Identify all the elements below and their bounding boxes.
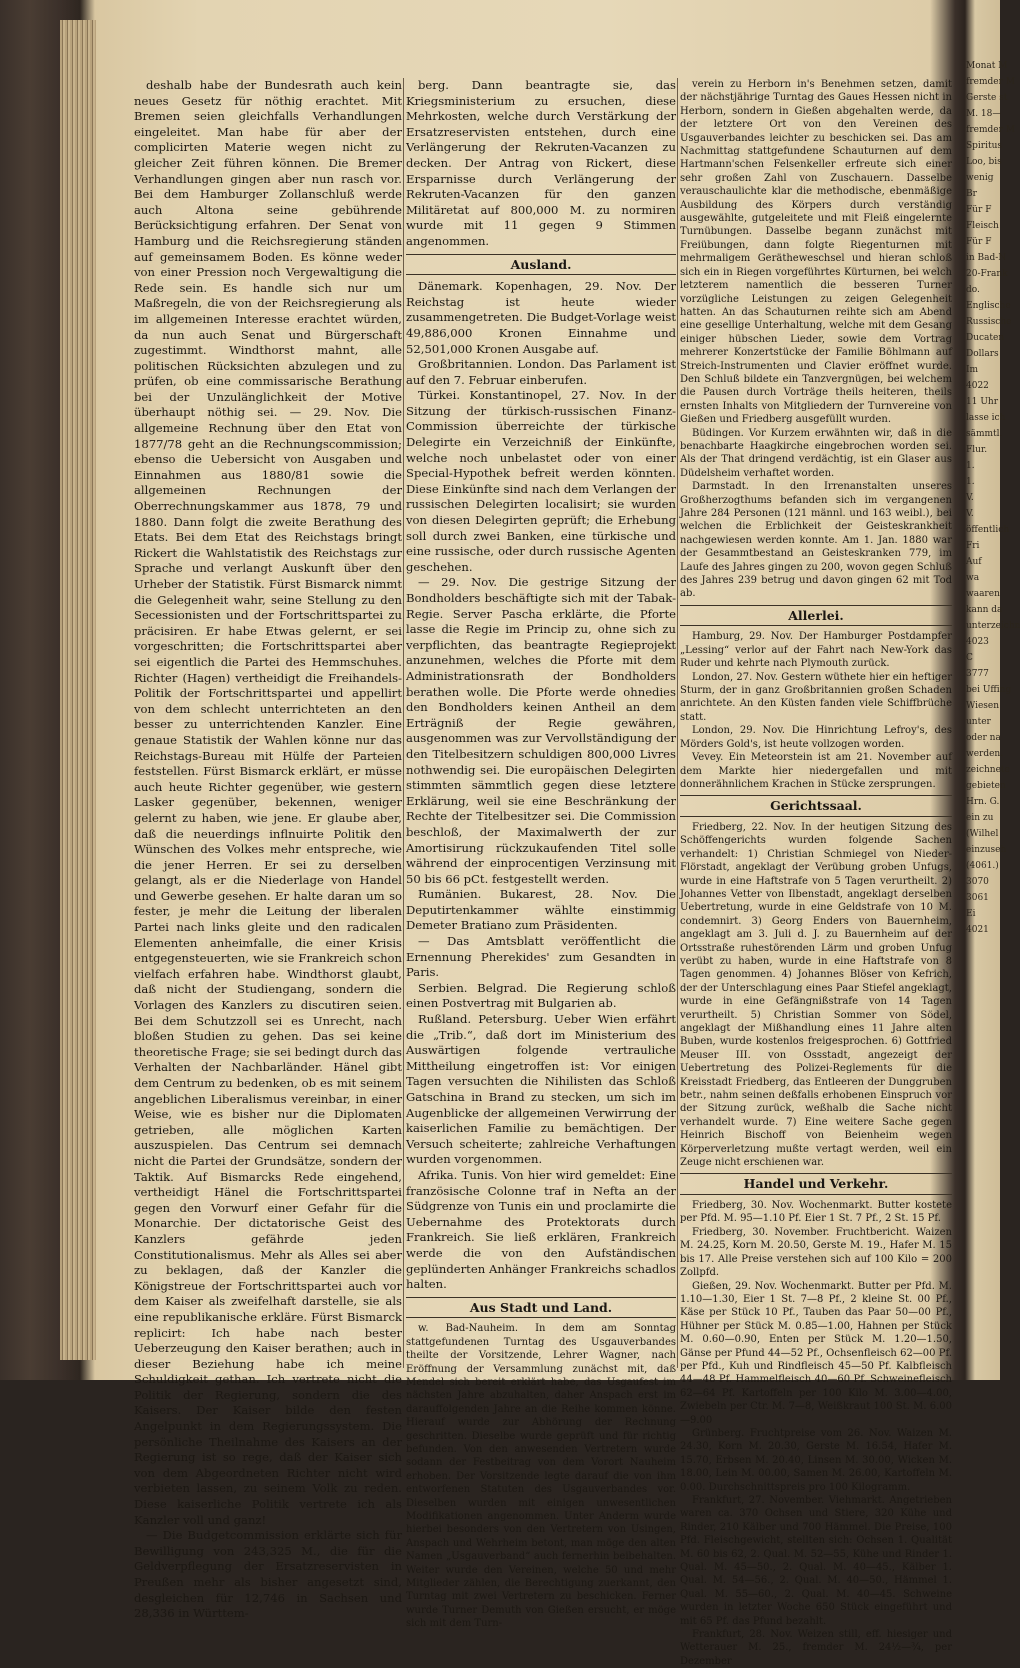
- adjacent-page-text: Fri: [966, 541, 980, 551]
- article-paragraph: berg. Dann beantragte sie, das Kriegsministerium zu ersuchen, diese Mehrkosten, welche durch Verstärkung der Ersatzreservisten entstehen, durch eine Verlängerung der Rekruten-Vacanzen zu decken. Der Antrag von Rickert, diese Ersparnisse durch Verlängerung der Rekruten-Vacanzen für den ganzen Militäretat auf 800,000 M. zu normiren wurde mit 11 gegen 9 Stimmen angenommen.: [406, 78, 676, 248]
- adjacent-page-text: waaren: [966, 589, 1000, 599]
- article-paragraph: Friedberg, 22. Nov. In der heutigen Sitzung des Schöffengerichts wurden folgende Sachen verhandelt: 1) Christian Schmiegel von Nieder-Flörstadt, angeklagt der Verübung groben Unfugs, wurde in eine Haftstrafe von 5 Tagen verurtheilt. 2) Johannes Vetter von Ilbenstadt, angeklagt derselben Uebertretung, wurde in eine Geldstrafe von 10 M. condemnirt. 3) Georg Enders von Bauernheim, angeklagt am 3. Juli d. J. zu Bauernheim auf der Ortsstraße ruhestörenden Lärm und groben Unfug verübt zu haben, wurde in eine Haftstrafe von 8 Tagen genommen. 4) Johannes Blöser von Kefrich, der der Unterschlagung eines Paar Stiefel angeklagt, wurde in eine Gefängnißstrafe von 14 Tagen verurtheilt. 5) Christian Sommer von Södel, angeklagt der Mißhandlung eines 11 Jahre alten Buben, wurde kostenlos freigesprochen. 6) Gottfried Meuser III. von Ossstadt, angezeigt der Uebertretung des Polizei-Reglements für die Kreisstadt Friedberg, das Entleeren der Dunggruben betr., nahm seinen deßfalls erhobenen Einspruch vor der Sitzung zurück, weßhalb die Sache nicht verhandelt wurde. 7) Eine weitere Sache gegen Heinrich Bischoff von Beienheim wegen Körperverletzung mußte vertagt werden, weil ein Zeuge nicht erschienen war.: [680, 821, 952, 1169]
- adjacent-page-text: gebieten: [966, 781, 1006, 791]
- section-heading: Aus Stadt und Land.: [406, 1297, 676, 1319]
- section-heading: Allerlei.: [680, 605, 952, 627]
- adjacent-page-text: (Wilhel: [966, 829, 999, 839]
- adjacent-page-text: 4023: [966, 637, 989, 647]
- adjacent-page-text: ein zu: [966, 813, 994, 823]
- adjacent-page-text: Flur.: [966, 445, 988, 455]
- adjacent-page-text: do.: [966, 285, 980, 295]
- column-rule: [677, 78, 678, 1368]
- adjacent-page-text: 3777: [966, 669, 989, 679]
- article-paragraph: Afrika. Tunis. Von hier wird gemeldet: Eine französische Colonne traf in Nefta an der Südgrenze von Tunis ein und proclamirte die Uebernahme des Protektorats durch Frankreich. Sie ließ erklären, Frankreich werde die von den Aufständischen geplünderten Anhänger Frankreichs schadlos halten.: [406, 1167, 676, 1292]
- adjacent-page-text: fremder M: [966, 77, 1015, 87]
- adjacent-page-text: Monat M: [966, 61, 1008, 71]
- adjacent-page-text: bei Uffing: [966, 685, 1012, 695]
- adjacent-page-text: fremder M: [966, 125, 1015, 135]
- article-paragraph: Dänemark. Kopenhagen, 29. Nov. Der Reichstag ist heute wieder zusammengetreten. Die Budget-Vorlage weist 49,886,000 Kronen Einnahme und 52,501,000 Kronen Ausgabe auf.: [406, 279, 676, 356]
- column-rule: [403, 78, 404, 1368]
- adjacent-page-text: Im: [966, 365, 979, 375]
- adjacent-page-text: (4061.): [966, 861, 999, 871]
- adjacent-page-text: Loo, bis: [966, 157, 1002, 167]
- adjacent-page-text: 4021: [966, 925, 989, 935]
- adjacent-page-text: 3070: [966, 877, 989, 887]
- adjacent-page-text: Br: [966, 189, 977, 199]
- adjacent-page-text: 4022: [966, 381, 989, 391]
- article-paragraph: Darmstadt. In den Irrenanstalten unseres Großherzogthums befanden sich im vergangenen Jahre 284 Personen (121 männl. und 163 weibl.), bei welchen die Erblichkeit der Geisteskrankheit nachgewiesen werden konnte. Am 1. Jan. 1880 war der Gesammtbestand an Geisteskranken 779, im Laufe des Jahres gingen zu 200, wovon gegen Schluß des Jahres 239 betrug und davon gingen 62 mit Tod ab.: [680, 481, 952, 600]
- article-paragraph: Serbien. Belgrad. Die Regierung schloß einen Postvertrag mit Bulgarien ab.: [406, 980, 676, 1011]
- adjacent-page-text: Russische: [966, 317, 1012, 327]
- article-paragraph: — Die Budgetcommission erklärte sich für Bewilligung von 243,325 M., die für die Geldverpflegung der Ersatzreservisten in Preußen mehr als bisher angesetzt sind, desgleichen für 12,746 in Sachsen und 28,336 in Württem-: [134, 1528, 402, 1621]
- adjacent-page-text: 20-Frank: [966, 269, 1008, 279]
- article-paragraph: London, 27. Nov. Gestern wüthete hier ein heftiger Sturm, der in ganz Großbritannien großen Schaden anrichtete. An den Küsten fanden viele Schiffbrüche statt.: [680, 671, 952, 723]
- adjacent-page-text: Dollars: [966, 349, 999, 359]
- adjacent-page-text: sämmtl.: [966, 429, 1003, 439]
- article-paragraph: Großbritannien. London. Das Parlament ist auf den 7. Februar einberufen.: [406, 357, 676, 387]
- adjacent-page-text: in Bad-N: [966, 253, 1007, 263]
- adjacent-page-text: zeichnete: [966, 765, 1010, 775]
- article-paragraph: Frankfurt, 27. November. Viehmarkt. Angetrieben waren ca. 370 Ochsen und Stiere, 320 Kühe und Rinder, 210 Kälber und 700 Hämmel. Die Preise, 100 Pfd. Fleischgewicht, stellten sich: Ochsen 1. Qualität M. 60 bis 62, 2. Qual. M. 52—55, Kühe und Rinder 1. Qual. M. 45—50., 2. Qual. M. 40—45., Kälber 1. Qual. M. 54—56., 2. Qual. M. 40—50., Hämmel 1. Qual. M. 55—60., 2. Qual. M. 40—45. Schweine wurden in letzter Woche 650 Stück eingeführt und mit 65 Pf. das Pfund bezahlt.: [680, 1495, 952, 1627]
- newspaper-page: [94, 62, 956, 1667]
- article-paragraph: Türkei. Konstantinopel, 27. Nov. In der Sitzung der türkisch-russischen Finanz-Commission überreichte der türkische Delegirte ein Verzeichniß der Einkünfte, welche noch unbelastet oder von einer Special-Hypothek befreit werden könnten. Diese Einkünfte sind nach dem Verlangen der russischen Delegirten localisirt; sie wurden von diesen Delegirten geprüft; die Erhebung soll durch zwei Banken, eine türkische und eine russische, oder durch russische Agenten geschehen.: [406, 388, 676, 574]
- adjacent-page-text: unterzeichn: [966, 621, 1020, 631]
- adjacent-page-text: Für F: [966, 237, 992, 247]
- column-3: [680, 78, 952, 1667]
- adjacent-page-text: 1.: [966, 477, 975, 487]
- article-paragraph: deshalb habe der Bundesrath auch kein neues Gesetz für nöthig erachtet. Mit Bremen seien gleichfalls Verhandlungen eingeleitet. Man habe für aber der complicirten Materie wegen nicht zu gleicher Zeit führen können. Die Bremer Verhandlungen gingen aber nun rasch vor. Bei dem Hamburger Zollanschluß werde auch Altona seine gebührende Berücksichtigung erfahren. Der Senat von Hamburg und die Reichsregierung ständen auf gemeinsamem Boden. Es könne weder von einer Pression noch Vergewaltigung die Rede sein. Es handle sich nur um Maßregeln, die von der Reichsregierung als im allgemeinen Interesse erachtet würden, da nun auch Senat und Bürgerschaft zugestimmt. Windthorst mahnt, alle politischen Rücksichten abzulegen und zu prüfen, ob eine commissarische Berathung bei der Unzulänglichkeit der Motive überhaupt nöthig sei. — 29. Nov. Die allgemeine Rechnung über den Etat von 1877/78 geht an die Rechnungscommission; ebenso die Uebersicht von Ausgaben und Einnahmen aus 1880/81 sowie die allgemeinen Rechnungen der Oberrechnungskammer aus 1878, 79 und 1880. Dann folgt die zweite Berathung des Etats. Bei dem Etat des Reichstags bringt Rickert die Wahlstatistik des Reichstags zur Sprache und verlangt Auskunft über den Urheber der Statistik. Fürst Bismarck nimmt die Gelegenheit wahr, seine Stellung zu den Secessionisten und der Fortschrittspartei zu präcisiren. Er habe Etwas gelernt, er sei vorgeschritten; die Fortschrittspartei aber sei eigentlich die Partei des Hemmschuhes. Richter (Hagen) vertheidigt die Freihandels-Politik der Fortschrittspartei und appellirt von dem schlecht unterrichteten an den besser zu unterrichtenden Kanzler. Eine genaue Statistik der Wahlen könne nur das Reichstags-Bureau mit Hülfe der Parteien feststellen. Fürst Bismarck erklärt, er müsse auch heute Richter gegenüber, wie gestern Lasker gegenüber, bekennen, weniger gelernt zu haben, wie jene. Er glaube aber, daß die neuerdings inflnuirte Politik den Wünschen des Volkes mehr entspreche, wie die jener Herren. Er sei zu derselben gelangt, als er die Niederlage von Handel und Gewerbe gesehen. Er halte daran um so fester, je mehr die Leitung der liberalen Partei nach links gleite und den radicalen Elementen anheimfalle, die einer Krisis entgegensteuerten, wie sie Frankreich schon vielfach erfahren habe. Windthorst glaubt, daß nicht der Studiengang, sondern die Vorlagen des Kanzlers zu discutiren seien. Bei dem Schutzzoll sei es Unrecht, nach bloßen Studien zu gehen. Das sei keine theoretische Frage; sie sei bedingt durch das Verhalten der Nachbarländer. Hänel gibt dem Centrum zu bedenken, ob es mit seinem angeblichen Liberalismus vereinbar, in einer Weise, wie es bisher nur die Diplomaten getrieben, alle möglichen Karten auszuspielen. Das Centrum sei demnach nicht die Partei der Grundsätze, sondern der Taktik. Auf Bismarcks Rede eingehend, vertheidigt Hänel die Fortschrittspartei gegen den Vorwurf einer Gefahr für die Monarchie. Der dictatorische Geist des Kanzlers gefährde jeden Constitutionalismus. Mehr als Alles sei aber zu beklagen, daß der Kanzler die Königstreue der Fortschrittspartei auch vor dem Kaiser als zweifelhaft darstelle, sie als eine republikanische erkläre. Fürst Bismarck replicirt: Ich habe nach bester Ueberzeugung den Kaiser berathen; auch in dieser Beziehung habe ich meine Schuldigkeit gethan. Ich vertrete nicht die Politik der Regierung, sondern die des Kaisers. Der Kaiser bilde den festen Angelpunkt in dem Regierungssystem. Die persönliche Theilnahme des Kaisers an der Regierung ist so rege, daß der Kaiser sich von dem Abgeordneten Richter nicht wird verbieten lassen, zu seinem Volk zu reden. Diese kaiserliche Politik vertrete ich als Kanzler voll und ganz!: [134, 78, 402, 1527]
- article-paragraph: — 29. Nov. Die gestrige Sitzung der Bondholders beschäftigte sich mit der Tabak-Regie. Server Pascha erklärte, die Pforte lasse die Regie im Princip zu, ohne sich zu verpflichten, das beantragte Regieprojekt anzunehmen, welches die Pforte mit dem Administrationsrath der Bondholders berathen wolle. Die Pforte werde ohnedies den Bondholders keinen Antheil an dem Erträgniß der Regie gewähren, ausgenommen was zur Vervollständigung der den Titelbesitzern schuldigen 800,000 Livres nothwendig sei. Die europäischen Delegirten stimmten sämmtlich gegen diese letztere Erklärung, weil sie eine Beschränkung der Rechte der Titelbesitzer sei. Die Commission beschloß, der Maximalwerth der zur Amortisirung rückzukaufenden Titel solle während der einprocentigen Verzinsung mit 50 bis 66 pCt. festgestellt werden.: [406, 575, 676, 886]
- article-paragraph: London, 29. Nov. Die Hinrichtung Lefroy's, des Mörders Gold's, ist heute vollzogen worden.: [680, 725, 952, 750]
- adjacent-page-text: 1.: [966, 461, 975, 471]
- adjacent-page-fragment: [966, 60, 1020, 1360]
- article-paragraph: Gießen, 29. Nov. Wochenmarkt. Butter per Pfd. M. 1.10—1.30, Eier 1 St. 7—8 Pf., 2 kleine St. 00 Pf., Käse per Stück 10 Pf., Tauben das Paar 50—00 Pf., Hühner per Stück M. 0.85—1.00, Hahnen per Stück M. 0.60—0.90, Enten per Stück M. 1.20—1.50, Gänse per Pfund 44—52 Pf., Ochsenfleisch 62—00 Pf. per Pfd., Kuh und Rindfleisch 45—50 Pf. Kalbfleisch 44—48 Pf. Hammelfleisch 40—60 Pf. Schweinefleisch 62—64 Pf. Kartoffeln per 100 Kilo M. 3.00—4.00, Zwiebeln per Ctr. M. 7—8, Weißkraut 100 St. M. 6.00—9.00: [680, 1280, 952, 1426]
- adjacent-page-text: Englische: [966, 301, 1011, 311]
- article-paragraph: Grünberg. Fruchtpreise vom 26. Nov. Waizen M. 24.30, Korn M. 20.30, Gerste M. 16.54, Hafer M. 15.70, Erbsen M. 20.40, Linsen M. 30.00, Wicken M. 18.00, Lein M. 00.00, Samen M. 26.00, Kartoffeln M. 0.00. Durchschnittspreis pro 100 Kilogramm.: [680, 1427, 952, 1493]
- adjacent-page-text: lasse ich: [966, 413, 1006, 423]
- adjacent-page-text: Ducaten: [966, 333, 1005, 343]
- section-heading: Gerichtssaal.: [680, 795, 952, 817]
- section-heading: Handel und Verkehr.: [680, 1173, 952, 1195]
- adjacent-page-text: Ei: [966, 909, 976, 919]
- adjacent-page-text: Gerste st: [966, 93, 1008, 103]
- adjacent-page-text: öffentlich: [966, 525, 1010, 535]
- adjacent-page-text: werden.: [966, 749, 1004, 759]
- adjacent-page-text: 3061: [966, 893, 989, 903]
- article-paragraph: Rumänien. Bukarest, 28. Nov. Die Deputirtenkammer wählte einstimmig Demeter Bratiano zum Präsidenten.: [406, 887, 676, 933]
- article-paragraph: w. Bad-Nauheim. In dem am Sonntag stattgefundenen Turntag des Usgauverbandes theilte der Vorsitzende, Lehrer Wagner, nach Eröffnung der Versammlung zunächst mit, daß Mendel sich bereit erklärt habe, das Usgaufest im nächsten Jahre abzuhalten, daher Anspach erst im darauffolgenden Jahre an die Reihe kommen könne. Hierauf wurde zur Abhörung der Rechnung geschritten. Dieselbe wurde geprüft und für richtig befunden. Von den anwesenden Vertretern wurde sodann der Festbeitrag von dem Vorort Nauheim erhoben. Der Vorsitzende legte darauf die von ihm entworfenen Statuten des Usgauverbandes vor. Dieselben wurden mit einigen unwesentlichen Modifikationen angenommen. Unter Anderm wurde hierbei besonders von den Vertretern von Usingen, Anspach und Wehrheim betont, man möge den alten Namen „Usgauverband“ auch fernerhin beibehalten. Weiter wurde den Vereinen, welche 50 und mehr Mitglieder zählen, die Berechtigung zuerkannt, den Turntag mit zwei Vertretern zu beschicken. Ferner wurde Turner Demuth von Gießen ersucht, er möge sich mit dem Turn-: [406, 1323, 676, 1630]
- section-heading: Ausland.: [406, 254, 676, 276]
- adjacent-page-text: oder na: [966, 733, 1001, 743]
- article-paragraph: Rußland. Petersburg. Ueber Wien erfährt die „Trib.“, daß dort im Ministerium des Auswärtigen folgende vertrauliche Mittheilung eingetroffen ist: Vor einigen Tagen versuchten die Nihilisten das Schloß Gatschina in Brand zu stecken, um sich im Augenblicke der allgemeinen Verwirrung der kaiserlichen Familie zu bemächtigen. Der Versuch scheiterte; zahlreiche Verhaftungen wurden vorgenommen.: [406, 1012, 676, 1167]
- adjacent-page-text: Hrn. G.: [966, 797, 1000, 807]
- article-paragraph: Friedberg, 30. Nov. Wochenmarkt. Butter kostete per Pfd. M. 95—1.10 Pf. Eier 1 St. 7 Pf., 2 St. 15 Pf.: [680, 1200, 952, 1225]
- article-paragraph: Vevey. Ein Meteorstein ist am 21. November auf dem Markte hier niedergefallen und mit donnerähnlichem Krachen in Stücke zersprungen.: [680, 752, 952, 790]
- adjacent-page-text: wa: [966, 573, 980, 583]
- adjacent-page-text: V.: [966, 493, 974, 503]
- article-paragraph: Büdingen. Vor Kurzem erwähnten wir, daß in die benachbarte Haagkirche eingebrochen worden sei. Als der That dringend verdächtig, ist ein Glaser aus Düdelsheim verhaftet worden.: [680, 427, 952, 479]
- adjacent-page-text: einzuseh: [966, 845, 1007, 855]
- adjacent-page-text: C: [966, 653, 973, 663]
- adjacent-page-text: V.: [966, 509, 974, 519]
- adjacent-page-text: M. 18—: [966, 109, 1002, 119]
- adjacent-page-text: unter: [966, 717, 991, 727]
- article-paragraph: Friedberg, 30. November. Fruchtbericht. Waizen M. 24.25, Korn M. 20.50, Gerste M. 19., Hafer M. 15 bis 17. Alle Preise verstehen sich auf 100 Kilo = 200 Zollpfd.: [680, 1226, 952, 1279]
- column-1: [134, 78, 402, 1621]
- book-page-edges: [60, 20, 96, 1360]
- article-paragraph: Hamburg, 29. Nov. Der Hamburger Postdampfer „Lessing“ verlor auf der Fahrt nach New-York das Ruder und kehrte nach Plymouth zurück.: [680, 631, 952, 670]
- adjacent-page-text: Auf: [966, 557, 982, 567]
- adjacent-page-text: Für F: [966, 205, 992, 215]
- adjacent-page-text: Fleisch: [966, 221, 999, 231]
- column-2: [406, 78, 676, 1630]
- adjacent-page-text: kann da: [966, 605, 1003, 615]
- adjacent-page-text: 11 Uhr: [966, 397, 998, 407]
- article-paragraph: Frankfurt, 28. Nov. Weizen still, eff. hiesiger und Wetterauer M. 25., fremder M. 24½—¾, per Dezember: [680, 1629, 952, 1667]
- article-paragraph: — Das Amtsblatt veröffentlicht die Ernennung Pherekides' zum Gesandten in Paris.: [406, 934, 676, 980]
- adjacent-page-text: wenig: [966, 173, 994, 183]
- article-paragraph: verein zu Herborn in's Benehmen setzen, damit der nächstjährige Turntag des Gaues Hessen nicht in Herborn, sondern in Gießen abgehalten werde, da der letztere Ort von den Vereinen des Usgauverbandes leichter zu beschicken sei. Das am Nachmittag stattgefundene Schauturnen auf dem Hartmann'schen Felsenkeller erfreute sich einer sehr großen Zahl von Zuschauern. Dasselbe verauschaulichte klar die methodische, ebenmäßige Ausbildung des Körpers durch verständig ausgewählte, gutgeleitete und mit Fleiß eingelernte Turnübungen. Dasselbe begann zunächst mit Freiübungen, dann folgte Riegenturnen mit mehrmaligem Gerätheweschsel und hieran schloß sich ein in Riegen vorgeführtes Kürturnen, bei welch letzterem namentlich die besseren Turner vorzügliche Leistungen zu zeigen Gelegenheit hatten. An das Schauturnen reihte sich am Abend eine gesellige Unterhaltung, welche mit dem Gesang einiger hübschen Lieder, sowie dem Vortrag mehrerer Konzertstücke der Familie Böhlmann auf Streich-Instrumenten und Clavier eröffnet wurde. Den Schluß bildete ein Tanzvergnügen, bei welchem die Pausen durch Vorträge theils heiteren, theils ernsten Inhalts von Mitgliedern der Turnvereine von Gießen und Friedberg ausgefüllt wurden.: [680, 79, 952, 426]
- adjacent-page-text: Spiritus: [966, 141, 1003, 151]
- adjacent-page-text: Wiesen: [966, 701, 1000, 711]
